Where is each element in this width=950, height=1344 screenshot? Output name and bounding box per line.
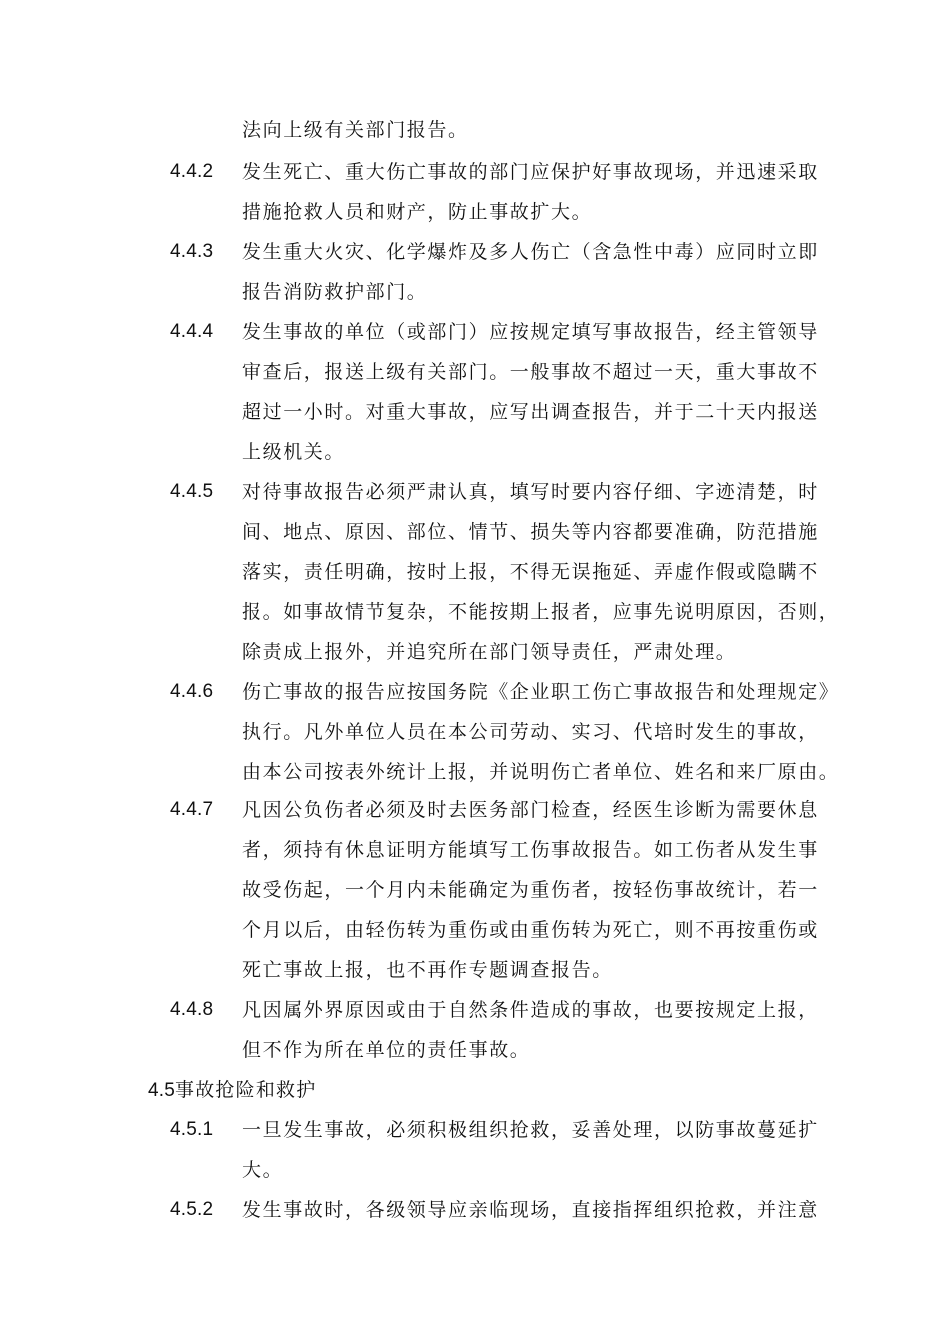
clause-line: 落实，责任明确，按时上报，不得无误拖延、弄虚作假或隐瞒不: [242, 561, 819, 583]
continuation-line: 法向上级有关部门报告。: [242, 119, 469, 141]
clause-4-4-3: [170, 232, 870, 312]
clause-line: 伤亡事故的报告应按国务院《企业职工伤亡事故报告和处理规定》: [242, 681, 840, 703]
clause-line: 由本公司按表外统计上报，并说明伤亡者单位、姓名和来厂原由。: [242, 761, 840, 783]
clause-line: 超过一小时。对重大事故，应写出调查报告，并于二十天内报送: [242, 401, 819, 423]
clause-line: 但不作为所在单位的责任事故。: [242, 1039, 531, 1061]
clause-line: 发生死亡、重大伤亡事故的部门应保护好事故现场，并迅速采取: [242, 161, 819, 183]
section-heading: [148, 1070, 316, 1111]
clause-number: 4.4.2: [170, 161, 214, 182]
clause-line: 对待事故报告必须严肃认真，填写时要内容仔细、字迹清楚，时: [242, 481, 819, 503]
clause-4-4-2: [170, 152, 870, 232]
clause-line: 故受伤起，一个月内未能确定为重伤者，按轻伤事故统计，若一: [242, 879, 819, 901]
clause-line: 凡因公负伤者必须及时去医务部门检查，经医生诊断为需要休息: [242, 799, 819, 821]
clause-number: 4.5.1: [170, 1119, 214, 1140]
clause-line: 死亡事故上报，也不再作专题调查报告。: [242, 959, 613, 981]
clause-number: 4.4.4: [170, 321, 214, 342]
clause-line: 上级机关。: [242, 441, 346, 463]
clause-number: 4.4.8: [170, 999, 214, 1020]
clause-line: 发生事故时，各级领导应亲临现场，直接指挥组织抢救，并注意: [242, 1199, 819, 1221]
clause-line: 执行。凡外单位人员在本公司劳动、实习、代培时发生的事故，: [242, 721, 819, 743]
clause-number: 4.4.6: [170, 681, 214, 702]
clause-4-4-8: [170, 990, 870, 1070]
clause-number: 4.4.3: [170, 241, 214, 262]
clause-4-4-4: [170, 312, 870, 472]
clause-line: 一旦发生事故，必须积极组织抢救，妥善处理，以防事故蔓延扩: [242, 1119, 819, 1141]
clause-line: 大。: [242, 1159, 284, 1181]
clause-line: 发生事故的单位（或部门）应按规定填写事故报告，经主管领导: [242, 321, 819, 343]
clause-4-4-7: [170, 790, 870, 990]
clause-line: 除责成上报外，并追究所在部门领导责任，严肃处理。: [242, 641, 737, 663]
clause-number: 4.4.7: [170, 799, 214, 820]
clause-line: 发生重大火灾、化学爆炸及多人伤亡（含急性中毒）应同时立即: [242, 241, 819, 263]
clause-number: 4.5.2: [170, 1199, 214, 1220]
clause-line: 间、地点、原因、部位、情节、损失等内容都要准确，防范措施: [242, 521, 819, 543]
section-title: 事故抢险和救护: [175, 1079, 317, 1101]
clause-line: 措施抢救人员和财产，防止事故扩大。: [242, 201, 593, 223]
clause-line: 报。如事故情节复杂，不能按期上报者，应事先说明原因，否则，: [242, 601, 840, 623]
clause-number: 4.4.5: [170, 481, 214, 502]
clause-line: 者，须持有休息证明方能填写工伤事故报告。如工伤者从发生事: [242, 839, 819, 861]
clause-4-4-6: [170, 672, 870, 792]
section-number: 4.5: [148, 1080, 176, 1101]
clause-line: 个月以后，由轻伤转为重伤或由重伤转为死亡，则不再按重伤或: [242, 919, 819, 941]
clause-line: 报告消防救护部门。: [242, 281, 428, 303]
clause-4-5-2: [170, 1190, 870, 1230]
clause-line: 凡因属外界原因或由于自然条件造成的事故，也要按规定上报，: [242, 999, 819, 1021]
clause-4-5-1: [170, 1110, 870, 1190]
clause-line: 审查后，报送上级有关部门。一般事故不超过一天，重大事故不: [242, 361, 819, 383]
clause-4-4-5: [170, 472, 870, 672]
